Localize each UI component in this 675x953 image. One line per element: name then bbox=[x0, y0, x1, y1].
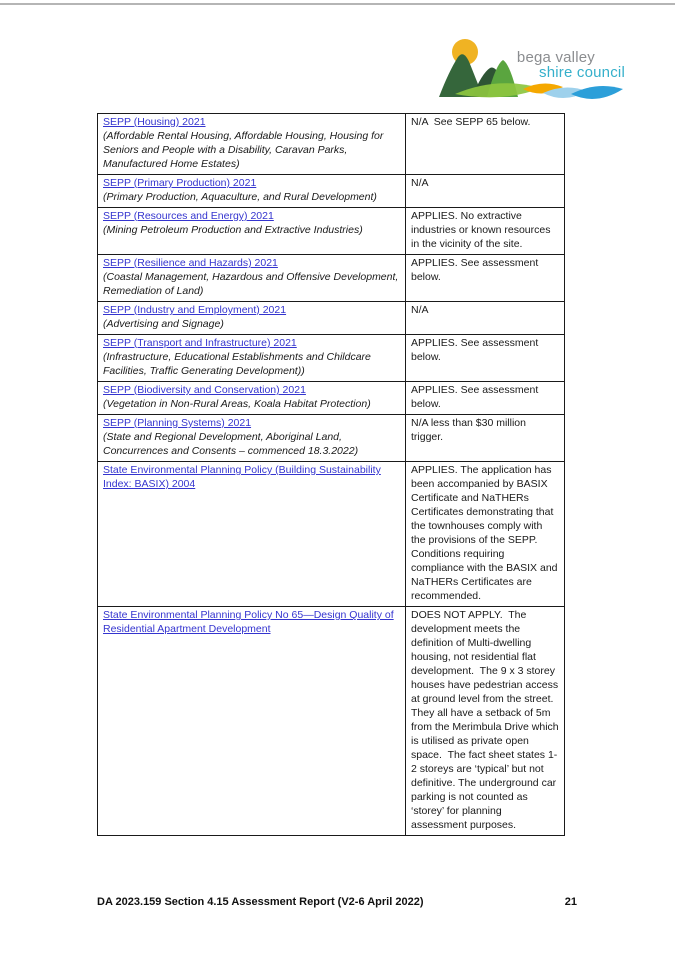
assessment-cell: N/A See SEPP 65 below. bbox=[406, 114, 565, 175]
policy-cell bbox=[98, 255, 406, 302]
policy-subtitle: (Primary Production, Aquaculture, and Rural Development) bbox=[103, 191, 377, 203]
policy-link[interactable]: State Environmental Planning Policy (Building Sustainability Index: BASIX) 2004 bbox=[103, 464, 381, 490]
policy-subtitle: (Vegetation in Non-Rural Areas, Koala Habitat Protection) bbox=[103, 398, 371, 410]
policy-link[interactable]: SEPP (Biodiversity and Conservation) 2021 bbox=[103, 384, 306, 396]
policy-subtitle: (Advertising and Signage) bbox=[103, 318, 224, 330]
logo-wordmark bbox=[497, 50, 625, 80]
policy-cell bbox=[98, 462, 406, 607]
table-row bbox=[98, 255, 565, 302]
policy-cell bbox=[98, 208, 406, 255]
policy-link[interactable]: SEPP (Primary Production) 2021 bbox=[103, 177, 257, 189]
policy-subtitle: (State and Regional Development, Aboriginal Land, Concurrences and Consents – commenced 18.3.2022) bbox=[103, 431, 359, 457]
table-row bbox=[98, 607, 565, 836]
table-row bbox=[98, 335, 565, 382]
policy-link[interactable]: State Environmental Planning Policy No 65—Design Quality of Residential Apartment Development bbox=[103, 609, 394, 635]
page-edge-divider bbox=[0, 3, 675, 5]
policy-link[interactable]: SEPP (Industry and Employment) 2021 bbox=[103, 304, 287, 316]
policy-cell bbox=[98, 607, 406, 836]
table-row bbox=[98, 114, 565, 175]
sepp-assessment-table bbox=[97, 113, 565, 836]
policy-cell bbox=[98, 302, 406, 335]
assessment-cell: APPLIES. See assessment below. bbox=[406, 255, 565, 302]
policy-cell bbox=[98, 415, 406, 462]
policy-cell bbox=[98, 175, 406, 208]
policy-link[interactable]: SEPP (Resources and Energy) 2021 bbox=[103, 210, 274, 222]
logo-name-line2: shire council bbox=[539, 64, 625, 81]
policy-subtitle: (Mining Petroleum Production and Extractive Industries) bbox=[103, 224, 363, 236]
assessment-cell: APPLIES. The application has been accompanied by BASIX Certificate and NaTHERs Certificates demonstrating that the townhouses comply with the provisions of the SEPP. Conditions requiring compliance with the BASIX and NaTHERs Certificates are recommended. bbox=[406, 462, 565, 607]
leaf-blue-icon bbox=[571, 86, 623, 99]
table-row bbox=[98, 462, 565, 607]
table-row bbox=[98, 175, 565, 208]
page-footer bbox=[97, 896, 577, 908]
policy-subtitle: (Infrastructure, Educational Establishments and Childcare Facilities, Traffic Generating Development)) bbox=[103, 351, 371, 377]
policy-cell bbox=[98, 382, 406, 415]
policy-link[interactable]: SEPP (Resilience and Hazards) 2021 bbox=[103, 257, 278, 269]
assessment-cell: DOES NOT APPLY. The development meets the definition of Multi-dwelling housing, not residential flat development. The 9 x 3 storey houses have pedestrian access at ground level from the street. They all have a setback of 5m from the Merimbula Drive which is utilised as private open space. The fact sheet states 1-2 storeys are ‘typical’ but not definitive. The underground car parking is not counted as ‘storey’ for planning assessment purposes. bbox=[406, 607, 565, 836]
assessment-cell: N/A bbox=[406, 302, 565, 335]
policy-link[interactable]: SEPP (Planning Systems) 2021 bbox=[103, 417, 252, 429]
table-row bbox=[98, 208, 565, 255]
assessment-cell: APPLIES. See assessment below. bbox=[406, 382, 565, 415]
policy-link[interactable]: SEPP (Housing) 2021 bbox=[103, 116, 206, 128]
assessment-cell: N/A bbox=[406, 175, 565, 208]
policy-subtitle: (Coastal Management, Hazardous and Offensive Development, Remediation of Land) bbox=[103, 271, 399, 297]
footer-report-title: DA 2023.159 Section 4.15 Assessment Report (V2-6 April 2022) bbox=[97, 896, 424, 908]
logo-name-line1: bega valley bbox=[516, 49, 595, 66]
policy-link[interactable]: SEPP (Transport and Infrastructure) 2021 bbox=[103, 337, 297, 349]
table-row bbox=[98, 302, 565, 335]
table-row bbox=[98, 382, 565, 415]
policy-cell bbox=[98, 335, 406, 382]
assessment-cell: APPLIES. See assessment below. bbox=[406, 335, 565, 382]
footer-page-number: 21 bbox=[564, 896, 577, 908]
policy-cell bbox=[98, 114, 406, 175]
table-row bbox=[98, 415, 565, 462]
policy-subtitle: (Affordable Rental Housing, Affordable Housing, Housing for Seniors and People with a Disability, Caravan Parks, Manufactured Home Estates) bbox=[103, 130, 384, 170]
assessment-cell: N/A less than $30 million trigger. bbox=[406, 415, 565, 462]
council-logo bbox=[435, 33, 630, 108]
assessment-cell: APPLIES. No extractive industries or known resources in the vicinity of the site. bbox=[406, 208, 565, 255]
